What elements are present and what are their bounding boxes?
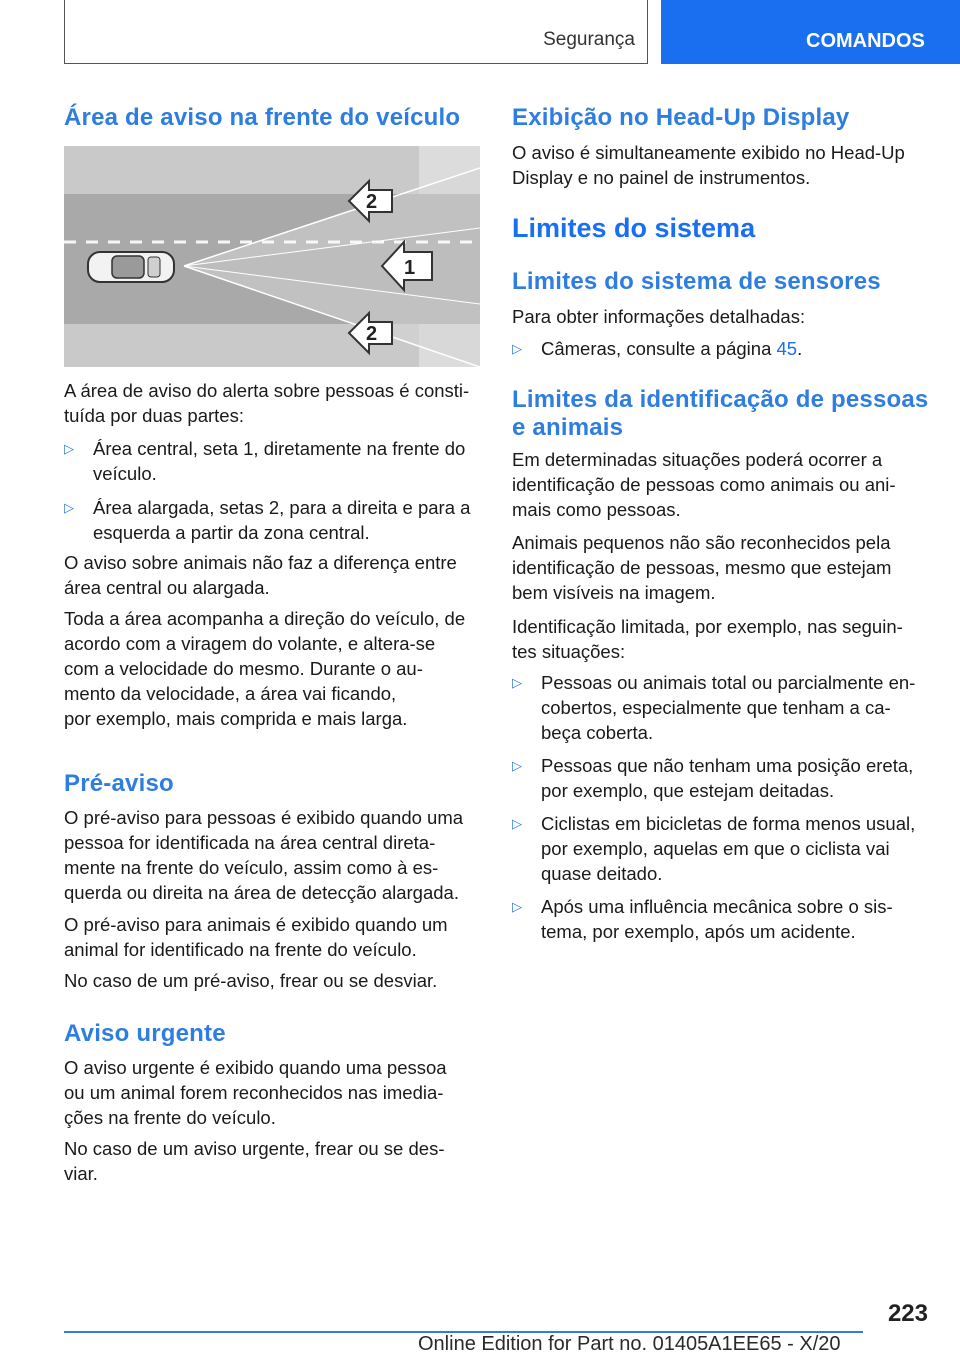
heading-warning-area: Área de aviso na frente do veículo	[64, 104, 461, 131]
list-item: ▷ Câmeras, consulte a página 45.	[512, 338, 803, 359]
pre-warning-animals-paragraph: O pré-aviso para animais é exibido quando um animal for identificado na frente do veículo.	[64, 914, 448, 960]
area-direction-paragraph: Toda a área acompanha a direção do veículo, de acordo com a viragem do volante, e altera-se com a velocidade do mesmo. Durante o au‐ mento da velocidade, a área vai ficando, por exemplo, mais comprida e mais larga.	[64, 608, 466, 729]
text-line: tuída por duas partes:	[64, 405, 244, 426]
identification-paragraph-3: Identificação limitada, por exemplo, nas seguin‐ tes situações:	[512, 616, 903, 662]
triangle-bullet-icon: ▷	[512, 758, 522, 773]
pre-warning-action-paragraph: No caso de um pré-aviso, frear ou se desviar.	[64, 970, 438, 991]
triangle-bullet-icon: ▷	[512, 816, 522, 831]
list-item: ▷ Área alargada, setas 2, para a direita e para a esquerda a partir da zona central.	[64, 497, 471, 543]
list-item: ▷ Ciclistas em bicicletas de forma menos usual, por exemplo, aquelas em que o ciclista vai quase deitado.	[512, 813, 916, 884]
triangle-bullet-icon: ▷	[512, 675, 522, 690]
heading-system-limits: Limites do sistema	[512, 213, 756, 243]
text-line: A área de aviso do alerta sobre pessoas é consti‐	[64, 380, 470, 401]
header-section-box	[64, 0, 648, 64]
diagram-label-1: 1	[404, 257, 416, 279]
page-reference-link[interactable]: 45	[776, 338, 798, 359]
warning-area-diagram	[64, 146, 480, 367]
triangle-bullet-icon: ▷	[64, 500, 74, 515]
diagram-label-2-bottom: 2	[366, 323, 378, 345]
diagram-label-2-top: 2	[366, 191, 378, 213]
triangle-bullet-icon: ▷	[64, 441, 74, 456]
intro-paragraph	[64, 378, 484, 428]
pre-warning-paragraph: O pré-aviso para pessoas é exibido quando uma pessoa for identificada na área central direta‐ mente na frente do veículo, assim como à es‐ querda ou direita na área de detecção alargada.	[64, 807, 464, 903]
sensor-bullet-list	[512, 336, 932, 361]
heading-head-up-display: Exibição no Head-Up Display	[512, 104, 850, 131]
heading-sensor-limits: Limites do sistema de sensores	[512, 268, 881, 295]
animals-paragraph: O aviso sobre animais não faz a diferença entre área central ou alargada.	[64, 552, 457, 598]
hud-paragraph: O aviso é simultaneamente exibido no Head-Up Display e no painel de instrumentos.	[512, 142, 905, 188]
page-number: 223	[887, 1300, 928, 1327]
car-icon	[88, 252, 174, 282]
limited-identification-list	[512, 670, 932, 944]
list-item: ▷ Pessoas ou animais total ou parcialmente en‐ cobertos, especialmente que tenham a ca‐ beça coberta.	[512, 672, 916, 743]
heading-person-animal-limits: Limites da identificação de pessoas e animais	[512, 386, 929, 441]
list-item: ▷ Pessoas que não tenham uma posição ereta, por exemplo, que estejam deitadas.	[512, 755, 914, 801]
heading-urgent-warning: Aviso urgente	[64, 1020, 226, 1047]
area-bullet-list	[64, 436, 484, 545]
urgent-warning-action-paragraph: No caso de um aviso urgente, frear ou se des‐ viar.	[64, 1138, 445, 1184]
triangle-bullet-icon: ▷	[512, 899, 522, 914]
section-title: Segurança	[543, 29, 635, 50]
edition-footer: Online Edition for Part no. 01405A1EE65 - X/20	[418, 1333, 841, 1355]
list-item: ▷ Após uma influência mecânica sobre o sis‐ tema, por exemplo, após um acidente.	[512, 896, 893, 942]
sensor-limits-paragraph: Para obter informações detalhadas:	[512, 306, 806, 327]
triangle-bullet-icon: ▷	[512, 341, 522, 356]
identification-paragraph-2: Animais pequenos não são reconhecidos pela identificação de pessoas, mesmo que estejam bem visíveis na imagem.	[512, 532, 892, 603]
chapter-tab[interactable]: COMANDOS	[661, 0, 960, 64]
heading-pre-warning: Pré-aviso	[64, 770, 174, 797]
urgent-warning-paragraph: O aviso urgente é exibido quando uma pessoa ou um animal forem reconhecidos nas imedia‐ ções na frente do veículo.	[64, 1057, 447, 1128]
list-item: ▷ Área central, seta 1, diretamente na frente do veículo.	[64, 438, 466, 484]
identification-paragraph-1: Em determinadas situações poderá ocorrer a identificação de pessoas como animais ou ani‐ mais como pessoas.	[512, 449, 896, 520]
